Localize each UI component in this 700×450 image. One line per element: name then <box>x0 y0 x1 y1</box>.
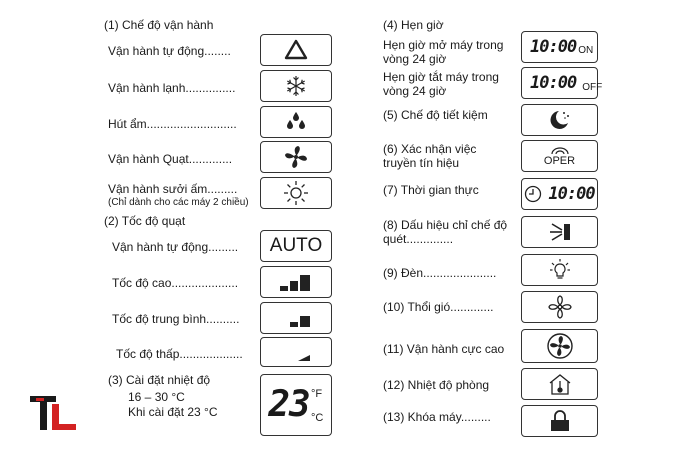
light-label: (9) Đèn...................... <box>383 266 497 280</box>
turbo-fan-icon <box>546 332 574 360</box>
room-temperature-icon <box>547 372 573 396</box>
fan-blades-icon <box>547 294 573 320</box>
fan-low-label: Tốc độ thấp................... <box>116 347 243 361</box>
auto-mode-box <box>260 34 332 66</box>
swing-icon <box>546 221 574 243</box>
turbo-box <box>521 329 598 363</box>
tl-logo-icon <box>28 392 80 436</box>
timer-off-suffix: OFF <box>582 81 603 93</box>
signal-oper-icon <box>549 146 571 155</box>
lock-label: (13) Khóa máy......... <box>383 410 491 424</box>
fan-high-label: Tốc độ cao.................... <box>112 276 239 290</box>
auto-mode-label: Vận hành tự động........ <box>108 44 231 58</box>
fan-auto-label: Vận hành tự động......... <box>112 240 239 254</box>
room-temp-box <box>521 368 598 400</box>
room-temp-label: (12) Nhiệt độ phòng <box>383 378 490 392</box>
snowflake-icon <box>284 74 308 98</box>
real-time-label: (7) Thời gian thực <box>383 183 479 197</box>
fan-speed-low-icon <box>276 342 316 362</box>
cool-mode-label: Vận hành lạnh............... <box>108 81 236 95</box>
air-blow-label: (10) Thổi gió............. <box>383 300 494 314</box>
signal-confirm-box <box>521 140 598 172</box>
heat-mode-box <box>260 177 332 209</box>
heat-mode-note: (Chỉ dành cho các máy 2 chiều) <box>108 197 249 208</box>
swing-box <box>521 216 598 248</box>
temperature-box <box>260 374 332 436</box>
timer-heading: (4) Hẹn giờ <box>383 18 444 32</box>
dry-mode-box <box>260 106 332 138</box>
fan-low-box <box>260 337 332 367</box>
fan-icon <box>283 144 309 170</box>
fan-auto-display: AUTO <box>269 235 323 256</box>
fan-speed-heading: (2) Tốc độ quạt <box>104 214 186 228</box>
fan-speed-high-icon <box>276 272 316 292</box>
fan-medium-box <box>260 302 332 334</box>
fan-mode-label: Vận hành Quạt............. <box>108 152 233 166</box>
auto-mode-triangle-icon <box>283 38 309 62</box>
dry-mode-label: Hút ẩm........................... <box>108 117 237 131</box>
moon-stars-icon <box>547 108 573 132</box>
temperature-display: 23 <box>268 384 310 425</box>
timer-off-label: Hẹn giờ tắt máy trong vòng 24 giờ <box>383 70 499 98</box>
clock-icon <box>524 185 542 203</box>
temperature-heading: (3) Cài đặt nhiệt độ <box>108 373 211 387</box>
signal-oper-text: OPER <box>543 154 576 167</box>
sun-icon <box>283 180 309 206</box>
temperature-range: 16 – 30 °C <box>128 390 185 404</box>
timer-on-suffix: ON <box>578 44 594 56</box>
lock-icon <box>548 410 572 432</box>
bulb-icon <box>548 258 572 282</box>
heat-mode-label: Vận hành sưởi ấm......... <box>108 182 238 196</box>
temperature-example: Khi cài đặt 23 °C <box>128 405 218 419</box>
timer-on-box <box>521 31 598 63</box>
eco-mode-label: (5) Chế độ tiết kiệm <box>383 108 488 122</box>
swing-label: (8) Dấu hiệu chỉ chế độ quét.............. <box>383 218 508 246</box>
timer-on-label: Hẹn giờ mở máy trong vòng 24 giờ <box>383 38 504 66</box>
fan-high-box <box>260 266 332 298</box>
fan-medium-label: Tốc độ trung bình.......... <box>112 312 240 326</box>
fan-mode-box <box>260 141 332 173</box>
unit-celsius: °C <box>311 412 324 424</box>
real-time-display: 10:00 <box>548 184 595 204</box>
turbo-label: (11) Vận hành cực cao <box>383 342 505 356</box>
lock-box <box>521 405 598 437</box>
fan-auto-box <box>260 230 332 262</box>
real-time-box <box>521 178 598 210</box>
light-box <box>521 254 598 286</box>
air-blow-box <box>521 291 598 323</box>
cool-mode-box <box>260 70 332 102</box>
fan-speed-medium-icon <box>276 308 316 328</box>
water-drops-icon <box>284 110 308 134</box>
signal-confirm-label: (6) Xác nhận việc truyền tín hiệu <box>383 142 477 170</box>
eco-mode-box <box>521 104 598 136</box>
operation-mode-heading: (1) Chế độ vận hành <box>104 18 214 32</box>
timer-on-display: 10:00 <box>530 37 577 57</box>
timer-off-box <box>521 67 603 99</box>
timer-off-display: 10:00 <box>530 73 577 93</box>
unit-fahrenheit: °F <box>311 388 323 400</box>
brand-logo <box>28 392 80 436</box>
